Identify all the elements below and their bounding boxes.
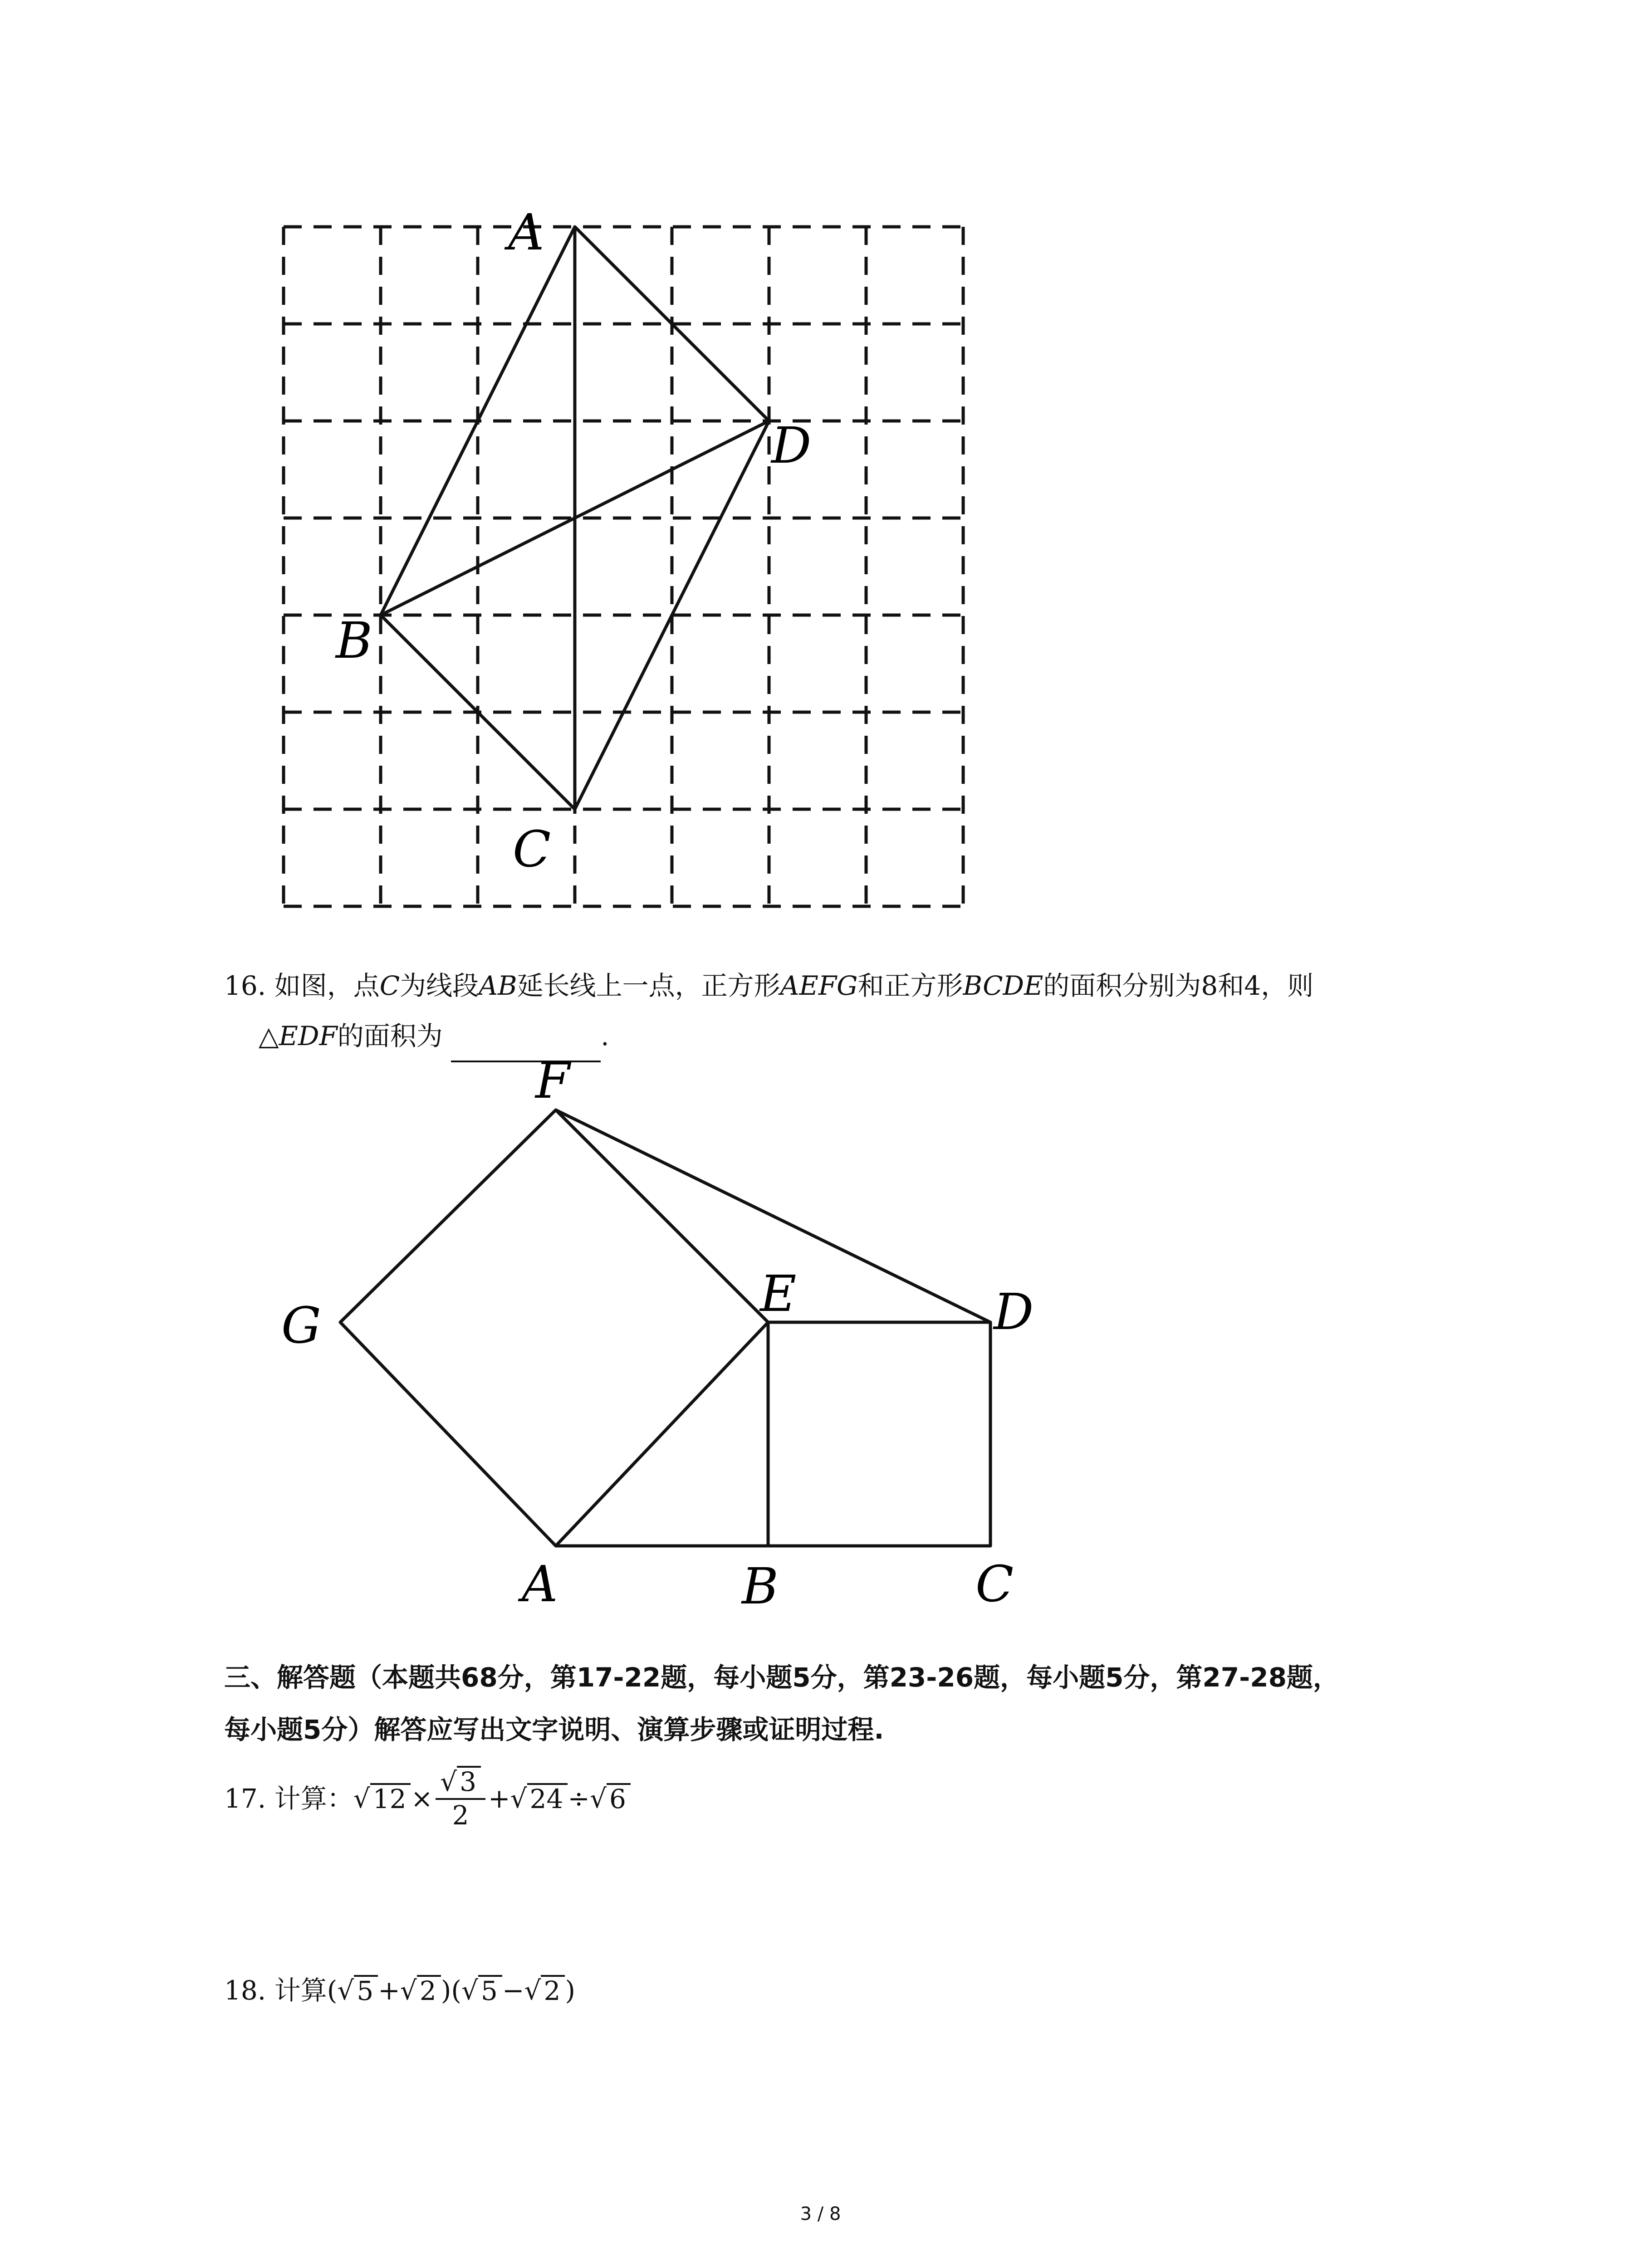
radicand-3: 3 bbox=[457, 1766, 481, 1797]
q16-text: 延长线上一点，正方形 bbox=[517, 970, 780, 1001]
label-b: B bbox=[336, 611, 372, 670]
label-d: D bbox=[771, 416, 812, 474]
question-number: 18. bbox=[224, 1975, 266, 2006]
label-c: C bbox=[975, 1555, 1014, 1613]
minus-symbol: − bbox=[502, 1975, 524, 2006]
label-e: E bbox=[760, 1265, 797, 1323]
label-f: F bbox=[535, 1057, 570, 1110]
label-d: D bbox=[994, 1283, 1034, 1341]
figure-lines bbox=[340, 1110, 990, 1546]
dashed-grid bbox=[284, 227, 964, 906]
label-g: G bbox=[281, 1296, 321, 1354]
label-c: C bbox=[513, 820, 551, 878]
paren-close: ) bbox=[565, 1975, 575, 2006]
q16-point-c: C bbox=[379, 970, 400, 1001]
q16-text: 的面积为 bbox=[337, 1021, 443, 1051]
radicand-5: 5 bbox=[354, 1975, 378, 2006]
page-number: 3 / 8 bbox=[800, 2204, 841, 2224]
paren-open: ( bbox=[327, 1975, 338, 2006]
question-number: 17. bbox=[224, 1783, 266, 1814]
q16-text: 和正方形 bbox=[857, 970, 963, 1001]
label-a: A bbox=[522, 1555, 558, 1613]
q16-segment-ab: AB bbox=[479, 970, 517, 1001]
q16-square-aefg: AEFG bbox=[780, 970, 858, 1001]
plus-symbol: + bbox=[488, 1783, 510, 1814]
denominator-2: 2 bbox=[452, 1799, 469, 1831]
radicand-6: 6 bbox=[607, 1783, 631, 1814]
times-symbol: × bbox=[411, 1783, 433, 1814]
section-3-heading-line-1: 三、解答题（本题共68分，第17-22题，每小题5分，第23-26题，每小题5分，第27-28题， bbox=[224, 1662, 1339, 1693]
question-17: 17. 计算： √ 12 × $\frac{√ 3}{2}$ + √ 24 ÷ √ 6 bbox=[224, 1760, 631, 1837]
radicand-24: 24 bbox=[527, 1783, 568, 1814]
radicand-2: 2 bbox=[417, 1975, 441, 2006]
section-3-heading-line-2: 每小题5分）解答应写出文字说明、演算步骤或证明过程. bbox=[224, 1714, 884, 1745]
q16-text: 的面积分别为8和4，则 bbox=[1043, 970, 1314, 1001]
q16-period: . bbox=[601, 1021, 609, 1051]
triangle-symbol: △ bbox=[259, 1021, 279, 1051]
plus-symbol: + bbox=[378, 1975, 400, 2006]
question-18: 18. 计算 ( √ 5 + √ 2 ) ( √ 5 − √ 2 ) bbox=[224, 1975, 575, 2007]
fraction-sqrt3-over-2: $\frac{√ 3}{2}$ bbox=[436, 1766, 485, 1831]
paren-close: ) bbox=[441, 1975, 451, 2006]
divide-symbol: ÷ bbox=[568, 1783, 590, 1814]
q16-triangle-edf: EDF bbox=[279, 1021, 338, 1051]
radicand-5: 5 bbox=[478, 1975, 502, 2006]
q16-text: 为线段 bbox=[400, 970, 479, 1001]
label-a: A bbox=[508, 203, 544, 261]
q16-square-bcde: BCDE bbox=[963, 970, 1043, 1001]
radicand-12: 12 bbox=[370, 1783, 411, 1814]
question-16-line-1 bbox=[224, 959, 1313, 1012]
figure-squares-aefg-bcde bbox=[254, 1057, 1116, 1628]
q16-text: 如图，点 bbox=[274, 970, 380, 1001]
label-b: B bbox=[742, 1557, 779, 1615]
question-number: 16. bbox=[224, 970, 266, 1001]
figure-grid-abcd bbox=[254, 195, 989, 930]
radicand-2: 2 bbox=[541, 1975, 565, 2006]
question-16-line-2 bbox=[259, 1010, 609, 1062]
paren-open: ( bbox=[451, 1975, 461, 2006]
q17-label: 计算： bbox=[274, 1783, 353, 1814]
q18-label: 计算 bbox=[274, 1975, 327, 2006]
